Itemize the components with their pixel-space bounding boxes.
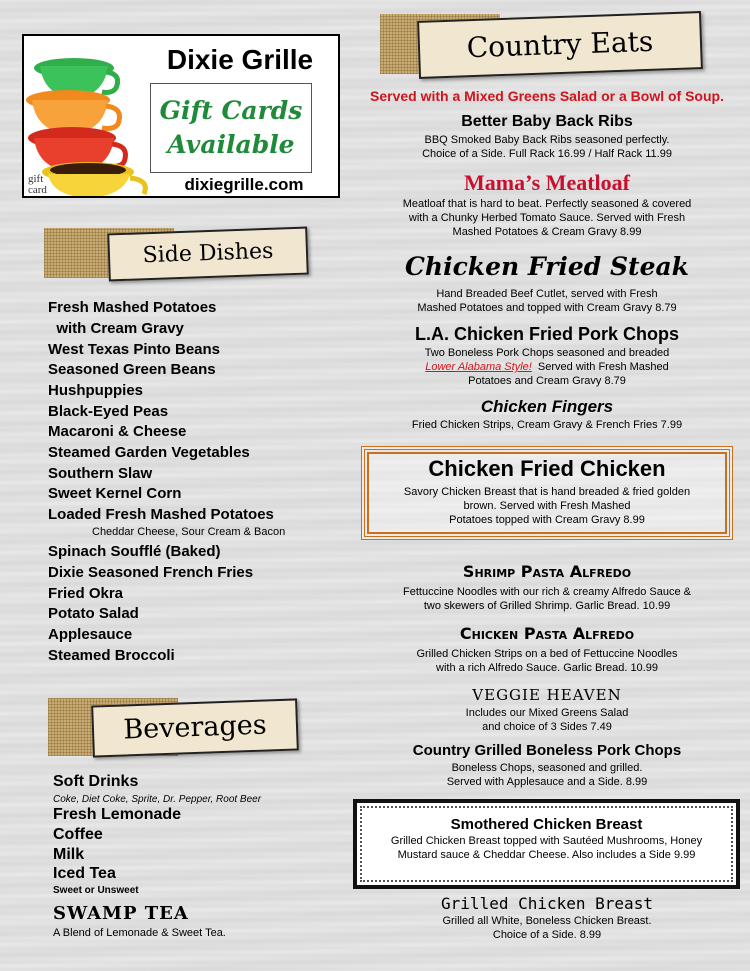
- dish-description: Served with Applesauce and a Side. 8.99: [446, 776, 648, 788]
- gift-cards-line1: Gift Cards: [159, 96, 303, 125]
- dish-description: Choice of a Side. 8.99: [492, 929, 602, 941]
- beverages-header: [91, 698, 299, 757]
- country-eats-header: [417, 11, 703, 79]
- dish-description: with a Chunky Herbed Tomato Sauce. Served with Fresh: [408, 212, 686, 224]
- side-dish-item: Spinach Soufflé (Baked): [48, 543, 221, 560]
- dish-description: Boneless Chops, seasoned and grilled.: [451, 762, 643, 774]
- side-dish-item: West Texas Pinto Beans: [48, 341, 221, 358]
- soft-drinks-note: Coke, Diet Coke, Sprite, Dr. Pepper, Root Beer: [53, 794, 262, 805]
- beverage-item: SWAMP TEA: [53, 903, 189, 924]
- dish-name: Chicken Fried Chicken: [428, 456, 666, 481]
- dish-description: Fettuccine Noodles with our rich & creamy Alfredo Sauce &: [403, 586, 691, 598]
- side-dish-item: Hushpuppies: [48, 382, 144, 399]
- dish-description: Two Boneless Pork Chops seasoned and breaded: [424, 347, 670, 359]
- side-dish-item: Seasoned Green Beans: [48, 361, 216, 378]
- dish-description: Hand Breaded Beef Cutlet, served with Fresh: [436, 288, 658, 300]
- dish-name: Smothered Chicken Breast: [450, 816, 643, 833]
- dish-name: Grilled Chicken Breast: [441, 894, 653, 913]
- loaded-potatoes-note: Cheddar Cheese, Sour Cream & Bacon: [92, 526, 286, 538]
- dish-description: Mustard sauce & Cheddar Cheese. Also includes a Side 9.99: [397, 849, 696, 861]
- dish-name: Chicken Fried Steak: [405, 252, 689, 281]
- side-dish-item: Loaded Fresh Mashed Potatoes: [48, 506, 274, 523]
- swamp-tea-note: A Blend of Lemonade & Sweet Tea.: [53, 927, 226, 939]
- dish-description: Savory Chicken Breast that is hand breaded & fried golden: [403, 486, 691, 498]
- dish-description: BBQ Smoked Baby Back Ribs seasoned perfectly.: [424, 134, 670, 146]
- side-dish-item: Fried Okra: [48, 585, 124, 602]
- beverage-item: Milk: [53, 846, 85, 863]
- beverages-title: Beverages: [122, 709, 268, 746]
- side-dish-item: Steamed Broccoli: [48, 647, 175, 664]
- side-dish-item: Macaroni & Cheese: [48, 423, 187, 440]
- side-dish-item: Steamed Garden Vegetables: [48, 444, 250, 461]
- dish-description: two skewers of Grilled Shrimp. Garlic Bread. 10.99: [423, 600, 671, 612]
- side-dish-item: Sweet Kernel Corn: [48, 485, 182, 502]
- gift-card-tag: [28, 174, 47, 196]
- gift-cards-panel: [150, 83, 312, 173]
- dish-name: Shrimp Pasta Alfredo: [462, 562, 632, 581]
- gift-cards-line2: Available: [167, 130, 295, 159]
- dish-description: Grilled all White, Boneless Chicken Breast.: [442, 915, 652, 927]
- restaurant-name: Dixie Grille: [166, 44, 314, 75]
- dish-description: Potatoes topped with Cream Gravy 8.99: [449, 514, 645, 526]
- dish-description: Mashed Potatoes and topped with Cream Gravy 8.79: [417, 302, 677, 314]
- dish-description: Grilled Chicken Breast topped with Sautéed Mushrooms, Honey: [390, 835, 703, 847]
- side-dish-item: Southern Slaw: [48, 465, 153, 482]
- dish-description: Mashed Potatoes & Cream Gravy 8.99: [452, 226, 642, 238]
- dish-description: Grilled Chicken Strips on a bed of Fettuccine Noodles: [416, 648, 678, 660]
- beverage-item: Iced Tea: [53, 865, 116, 882]
- side-dish-item: Applesauce: [48, 626, 133, 643]
- dish-description: [352, 360, 742, 374]
- dish-name: Chicken Fingers: [480, 397, 614, 416]
- dish-description: Fried Chicken Strips, Cream Gravy & French Fries 7.99: [411, 419, 683, 431]
- dish-name: L.A. Chicken Fried Pork Chops: [414, 324, 680, 344]
- served-with-note: Served with a Mixed Greens Salad or a Bowl of Soup.: [370, 88, 724, 104]
- dish-name: VEGGIE HEAVEN: [472, 686, 622, 704]
- dish-description: Potatoes and Cream Gravy 8.79: [468, 375, 626, 387]
- beverage-item: Soft Drinks: [53, 773, 139, 790]
- iced-tea-note: Sweet or Unsweet: [53, 885, 139, 896]
- side-dishes-title: Side Dishes: [142, 238, 274, 269]
- dish-name: Mama’s Meatloaf: [464, 170, 630, 195]
- beverage-item: Fresh Lemonade: [53, 806, 182, 823]
- lower-alabama-style-link: Lower Alabama Style!: [425, 361, 532, 373]
- beverage-item: Coffee: [53, 826, 103, 843]
- side-dish-item: Black-Eyed Peas: [48, 403, 169, 420]
- dish-description: brown. Served with Fresh Mashed: [463, 500, 631, 512]
- dish-description: Choice of a Side. Full Rack 16.99 / Half Rack 11.99: [422, 148, 672, 160]
- dish-name: Country Grilled Boneless Pork Chops: [412, 742, 682, 759]
- dish-name: Better Baby Back Ribs: [461, 113, 633, 130]
- side-dish-item: with Cream Gravy: [48, 320, 184, 337]
- gift-card-ad: [22, 34, 340, 198]
- dish-description: and choice of 3 Sides 7.49: [482, 721, 612, 733]
- country-eats-title: Country Eats: [466, 24, 654, 65]
- side-dish-item: Fresh Mashed Potatoes: [48, 299, 217, 316]
- gift-tag-line1: gift: [28, 173, 44, 185]
- side-dish-item: Dixie Seasoned French Fries: [48, 564, 254, 581]
- side-dishes-header: [107, 227, 309, 282]
- website-url: dixiegrille.com: [184, 175, 304, 194]
- dish-description: Includes our Mixed Greens Salad: [465, 707, 629, 719]
- side-dish-item: Potato Salad: [48, 605, 139, 622]
- dish-description-part: Served with Fresh Mashed: [531, 361, 669, 373]
- dish-name: Chicken Pasta Alfredo: [459, 624, 635, 643]
- dish-description: Meatloaf that is hard to beat. Perfectly seasoned & covered: [402, 198, 692, 210]
- dish-description: with a rich Alfredo Sauce. Garlic Bread. 10.99: [436, 662, 658, 674]
- gift-tag-line2: card: [28, 184, 47, 196]
